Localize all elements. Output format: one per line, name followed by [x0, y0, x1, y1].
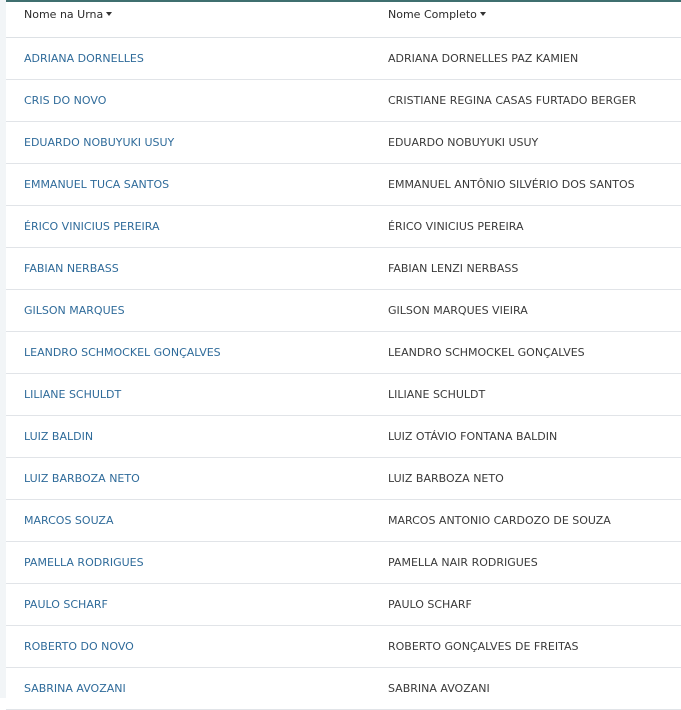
candidate-ballot-name-link[interactable]: EMMANUEL TUCA SANTOS — [24, 178, 170, 191]
sort-header-nome-completo[interactable] — [388, 8, 486, 21]
sort-header-nome-na-urna[interactable] — [24, 8, 112, 21]
candidate-ballot-name-link[interactable]: LILIANE SCHULDT — [24, 388, 122, 401]
candidate-ballot-name-link[interactable]: MARCOS SOUZA — [24, 514, 114, 527]
candidate-full-name: EDUARDO NOBUYUKI USUY — [388, 136, 539, 149]
candidate-ballot-name-link[interactable]: LUIZ BARBOZA NETO — [24, 472, 140, 485]
header-label: Nome na Urna — [24, 8, 104, 21]
candidate-ballot-name-link[interactable]: LUIZ BALDIN — [24, 430, 94, 443]
candidate-ballot-name-link[interactable]: SABRINA AVOZANI — [24, 682, 126, 695]
table-row — [6, 80, 681, 122]
candidate-full-name: ADRIANA DORNELLES PAZ KAMIEN — [388, 52, 579, 65]
candidate-full-name: LUIZ BARBOZA NETO — [388, 472, 504, 485]
table-row — [6, 584, 681, 626]
table-row — [6, 416, 681, 458]
table-row — [6, 374, 681, 416]
candidate-ballot-name-link[interactable]: PAMELLA RODRIGUES — [24, 556, 144, 569]
candidates-table — [6, 0, 681, 698]
candidate-full-name: PAULO SCHARF — [388, 598, 472, 611]
table-row — [6, 290, 681, 332]
candidate-ballot-name-link[interactable]: LEANDRO SCHMOCKEL GONÇALVES — [24, 346, 221, 359]
candidate-full-name: FABIAN LENZI NERBASS — [388, 262, 519, 275]
table-row — [6, 500, 681, 542]
table-row — [6, 458, 681, 500]
table-row — [6, 626, 681, 668]
table-row — [6, 248, 681, 290]
table-header — [6, 2, 681, 38]
candidate-full-name: LUIZ OTÁVIO FONTANA BALDIN — [388, 430, 558, 443]
sort-caret-icon — [106, 12, 112, 16]
candidate-full-name: ÉRICO VINICIUS PEREIRA — [388, 220, 524, 233]
candidate-full-name: EMMANUEL ANTÔNIO SILVÉRIO DOS SANTOS — [388, 178, 635, 191]
table-row — [6, 332, 681, 374]
candidate-full-name: LILIANE SCHULDT — [388, 388, 486, 401]
candidate-full-name: ROBERTO GONÇALVES DE FREITAS — [388, 640, 579, 653]
candidate-full-name: GILSON MARQUES VIEIRA — [388, 304, 528, 317]
table-row — [6, 668, 681, 710]
candidate-ballot-name-link[interactable]: ROBERTO DO NOVO — [24, 640, 134, 653]
table-row — [6, 542, 681, 584]
candidate-ballot-name-link[interactable]: GILSON MARQUES — [24, 304, 125, 317]
table-row — [6, 38, 681, 80]
candidate-full-name: CRISTIANE REGINA CASAS FURTADO BERGER — [388, 94, 637, 107]
candidate-full-name: LEANDRO SCHMOCKEL GONÇALVES — [388, 346, 585, 359]
table-row — [6, 122, 681, 164]
table-row — [6, 206, 681, 248]
candidate-ballot-name-link[interactable]: FABIAN NERBASS — [24, 262, 119, 275]
candidate-ballot-name-link[interactable]: ÉRICO VINICIUS PEREIRA — [24, 220, 160, 233]
candidate-ballot-name-link[interactable]: PAULO SCHARF — [24, 598, 108, 611]
candidate-ballot-name-link[interactable]: CRIS DO NOVO — [24, 94, 107, 107]
header-label: Nome Completo — [388, 8, 477, 21]
candidate-full-name: MARCOS ANTONIO CARDOZO DE SOUZA — [388, 514, 611, 527]
candidate-full-name: PAMELLA NAIR RODRIGUES — [388, 556, 538, 569]
sort-caret-icon — [480, 12, 486, 16]
candidate-full-name: SABRINA AVOZANI — [388, 682, 490, 695]
table-row — [6, 164, 681, 206]
candidate-ballot-name-link[interactable]: ADRIANA DORNELLES — [24, 52, 144, 65]
candidate-ballot-name-link[interactable]: EDUARDO NOBUYUKI USUY — [24, 136, 175, 149]
